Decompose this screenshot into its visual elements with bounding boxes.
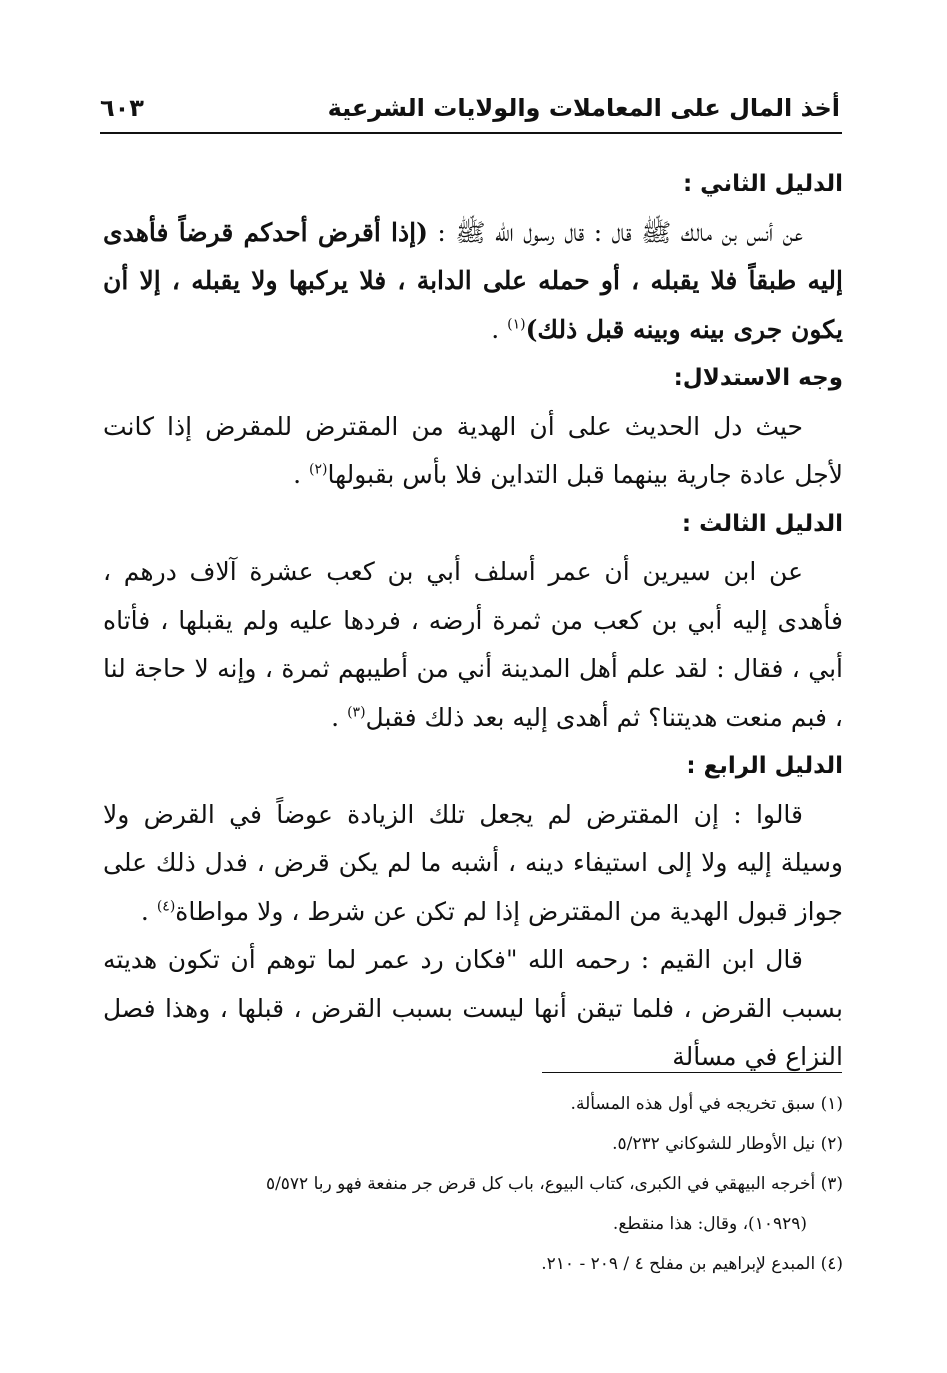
inference-end: . xyxy=(293,460,310,489)
footnote-ref-1[interactable]: (١) xyxy=(507,316,526,333)
inference-text: حيث دل الحديث على أن الهدية من المقترض للمقرض إذا كانت لأجل عادة جارية بينهما قبل التداين فلا بأس بقبولها xyxy=(103,411,843,489)
footnote-3: (٣) أخرجه البيهقي في الكبرى، كتاب البيوع، باب كل قرض جر منفعة فهو ربا ٥/٥٧٢ xyxy=(265,1174,843,1194)
footnote-2: (٢) نيل الأوطار للشوكاني ٥/٢٣٢. xyxy=(612,1134,843,1154)
footnote-4: (٤) المبدع لإبراهيم بن مفلح ٤ / ٢٠٩ - ٢١٠. xyxy=(541,1254,843,1274)
ibn-sirin-end: . xyxy=(331,702,348,732)
paragraph-ibn-sirin xyxy=(103,548,843,742)
paragraph-inference xyxy=(103,403,843,500)
running-header xyxy=(100,82,840,122)
footnote-1: (١) سبق تخريجه في أول هذه المسألة. xyxy=(570,1094,843,1114)
hadith-intro: عن أنس بن مالك ﷺ قال : قال رسول الله ﷺ : xyxy=(427,217,803,247)
qalu-end: . xyxy=(140,896,157,926)
footnote-rule xyxy=(542,1072,842,1073)
footnotes xyxy=(103,1084,843,1284)
heading-fourth-evidence: الدليل الرابع : xyxy=(686,753,843,779)
paragraph-ibn-qayyim: قال ابن القيم : رحمه الله "فكان رد عمر لما توهم أن تكون هديته بسبب القرض ، فلما تيقن أنها ليست بسبب القرض ، قبلها ، وهذا فصل النزاع في مسألة xyxy=(103,945,843,1071)
footnote-ref-2[interactable]: (٢) xyxy=(309,461,328,478)
ibn-sirin-text: عن ابن سيرين أن عمر أسلف أبي بن كعب عشرة آلاف درهم ، فأهدى إليه أبي بن كعب من ثمرة أرضه ، فردها عليه ولم يقبلها ، فأتاه أبي ، فقال : لقد علم أهل المدينة أني من أطيبهم ثمرة ، وإنه لا حاجة لنا ، فبم منعت هديتنا؟ ثم أهدى إليه بعد ذلك فقبل xyxy=(103,557,843,732)
heading-third-evidence: الدليل الثالث : xyxy=(681,510,843,537)
page-number: ٦٠٣ xyxy=(100,94,144,122)
main-text xyxy=(103,160,843,1082)
header-title: أخذ المال على المعاملات والولايات الشرعية xyxy=(327,94,840,122)
footnote-ref-3[interactable]: (٣) xyxy=(347,704,366,721)
hadith-end: . xyxy=(491,314,508,344)
heading-inference: وجه الاستدلال: xyxy=(673,365,843,391)
heading-second-evidence: الدليل الثاني : xyxy=(682,171,843,197)
footnote-ref-4[interactable]: (٤) xyxy=(156,898,176,915)
footnote-3-continuation: (١٠٩٢٩)، وقال: هذا منقطع. xyxy=(612,1214,807,1234)
paragraph-qalu xyxy=(103,791,843,937)
header-rule xyxy=(100,132,842,134)
paragraph-hadith xyxy=(103,209,843,355)
qalu-text: قالوا : إن المقترض لم يجعل تلك الزيادة عوضاً في القرض ولا وسيلة إليه ولا إلى استيفاء دينه ، أشبه ما لم يكن قرض ، فدل ذلك على جواز قبول الهدية من المقترض إذا لم تكن عن شرط ، ولا مواطاة xyxy=(103,799,843,926)
hadith-text: (إذا أقرض أحدكم قرضاً فأهدى إليه طبقاً فلا يقبله ، أو حمله على الدابة ، فلا يركبها ولا يقبله ، إلا أن يكون جرى بينه وبينه قبل ذلك) xyxy=(103,217,843,344)
